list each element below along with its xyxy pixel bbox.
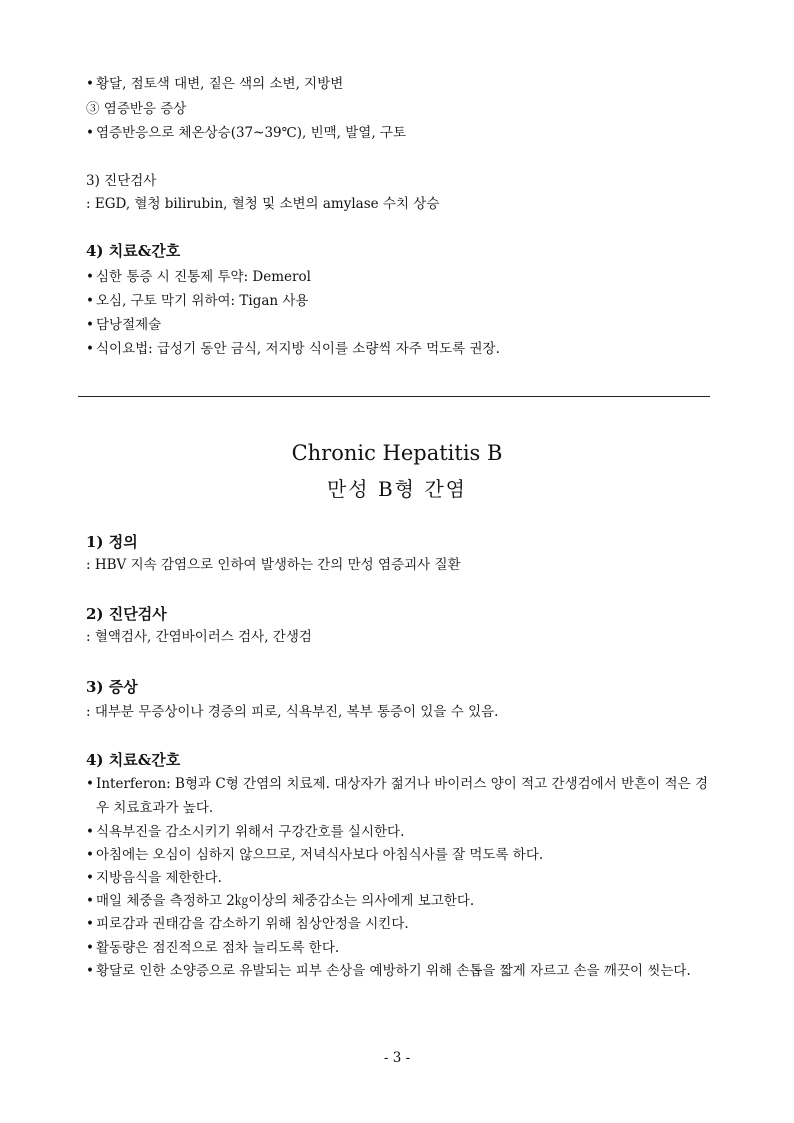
list-item-text: 활동량은 점진적으로 점차 늘리도록 한다.	[96, 940, 340, 956]
list-item-text: 지방음식을 제한한다.	[96, 870, 222, 886]
list-item	[86, 936, 711, 960]
list-item-text: 황달로 인한 소양증으로 유발되는 피부 손상을 예방하기 위해 손톱을 짧게 자르고 손을 깨끗이 씻는다.	[96, 963, 691, 979]
bullet-marker: •	[86, 76, 94, 92]
list-item	[86, 912, 711, 936]
diagnosis-text-top: : EGD, 혈청 bilirubin, 혈청 및 소변의 amylase 수치 상승	[86, 196, 440, 212]
symptom-heading: 3) 증상	[86, 678, 138, 696]
bullet-marker: •	[86, 776, 94, 792]
bullet-marker: •	[86, 963, 94, 979]
list-item-text: 식욕부진을 감소시키기 위해서 구강간호를 실시한다.	[96, 824, 405, 840]
definition-heading: 1) 정의	[86, 533, 138, 551]
section-title-korean: 만성 B형 간염	[326, 477, 467, 501]
diagnosis-heading: 2) 진단검사	[86, 605, 167, 623]
bullet-text: 염증반응으로 체온상승(37~39℃), 빈맥, 발열, 구토	[96, 125, 406, 141]
list-item-text: 매일 체중을 측정하고 2㎏이상의 체중감소는 의사에게 보고한다.	[96, 893, 475, 909]
bullet-marker: •	[86, 940, 94, 956]
subsection-inflammation: ③ 염증반응 증상	[86, 101, 187, 117]
list-item	[86, 820, 711, 844]
symptom-text: : 대부분 무증상이나 경증의 피로, 식욕부진, 복부 통증이 있을 수 있음.	[86, 704, 499, 720]
bullet-marker: •	[86, 870, 94, 886]
list-item	[86, 337, 711, 361]
list-item	[86, 772, 711, 820]
definition-text: : HBV 지속 감염으로 인하여 발생하는 간의 만성 염증괴사 질환	[86, 557, 461, 573]
list-item	[86, 866, 711, 890]
list-item	[86, 313, 711, 337]
section-title-english: Chronic Hepatitis B	[291, 441, 503, 465]
list-item	[86, 843, 711, 867]
bullet-marker: •	[86, 125, 94, 141]
section-divider	[78, 396, 710, 397]
diagnosis-text: : 혈액검사, 간염바이러스 검사, 간생검	[86, 629, 312, 645]
bullet-marker: •	[86, 269, 94, 285]
list-item-text: 심한 통증 시 진통제 투약: Demerol	[96, 269, 311, 285]
bullet-marker: •	[86, 916, 94, 932]
bullet-jaundice	[86, 72, 711, 96]
list-item-text: 식이요법: 급성기 동안 금식, 저지방 식이를 소량씩 자주 먹도록 권장.	[96, 341, 500, 357]
bullet-marker: •	[86, 893, 94, 909]
list-item-text: Interferon: B형과 C형 간염의 치료제. 대상자가 젊거나 바이러스 양이 적고 간생검에서 반흔이 적은 경우 치료효과가 높다.	[96, 776, 708, 816]
bullet-marker: •	[86, 824, 94, 840]
list-item	[86, 289, 711, 313]
list-item	[86, 265, 711, 289]
list-item-text: 아침에는 오심이 심하지 않으므로, 저녁식사보다 아침식사를 잘 먹도록 하다.	[96, 847, 544, 863]
bullet-inflammation	[86, 121, 711, 145]
treatment-heading: 4) 치료&간호	[86, 751, 181, 769]
treatment-heading-top: 4) 치료&간호	[86, 242, 181, 260]
bullet-text: 황달, 점토색 대변, 짙은 색의 소변, 지방변	[96, 76, 344, 92]
list-item-text: 피로감과 권태감을 감소하기 위해 침상안정을 시킨다.	[96, 916, 409, 932]
bullet-marker: •	[86, 847, 94, 863]
bullet-marker: •	[86, 317, 94, 333]
bullet-marker: •	[86, 341, 94, 357]
page-number: - 3 -	[383, 1050, 411, 1066]
list-item-text: 오심, 구토 막기 위하여: Tigan 사용	[96, 293, 309, 309]
diagnosis-heading-top: 3) 진단검사	[86, 173, 157, 189]
list-item-text: 담낭절제술	[96, 317, 162, 333]
list-item	[86, 959, 711, 983]
list-item	[86, 889, 711, 913]
bullet-marker: •	[86, 293, 94, 309]
